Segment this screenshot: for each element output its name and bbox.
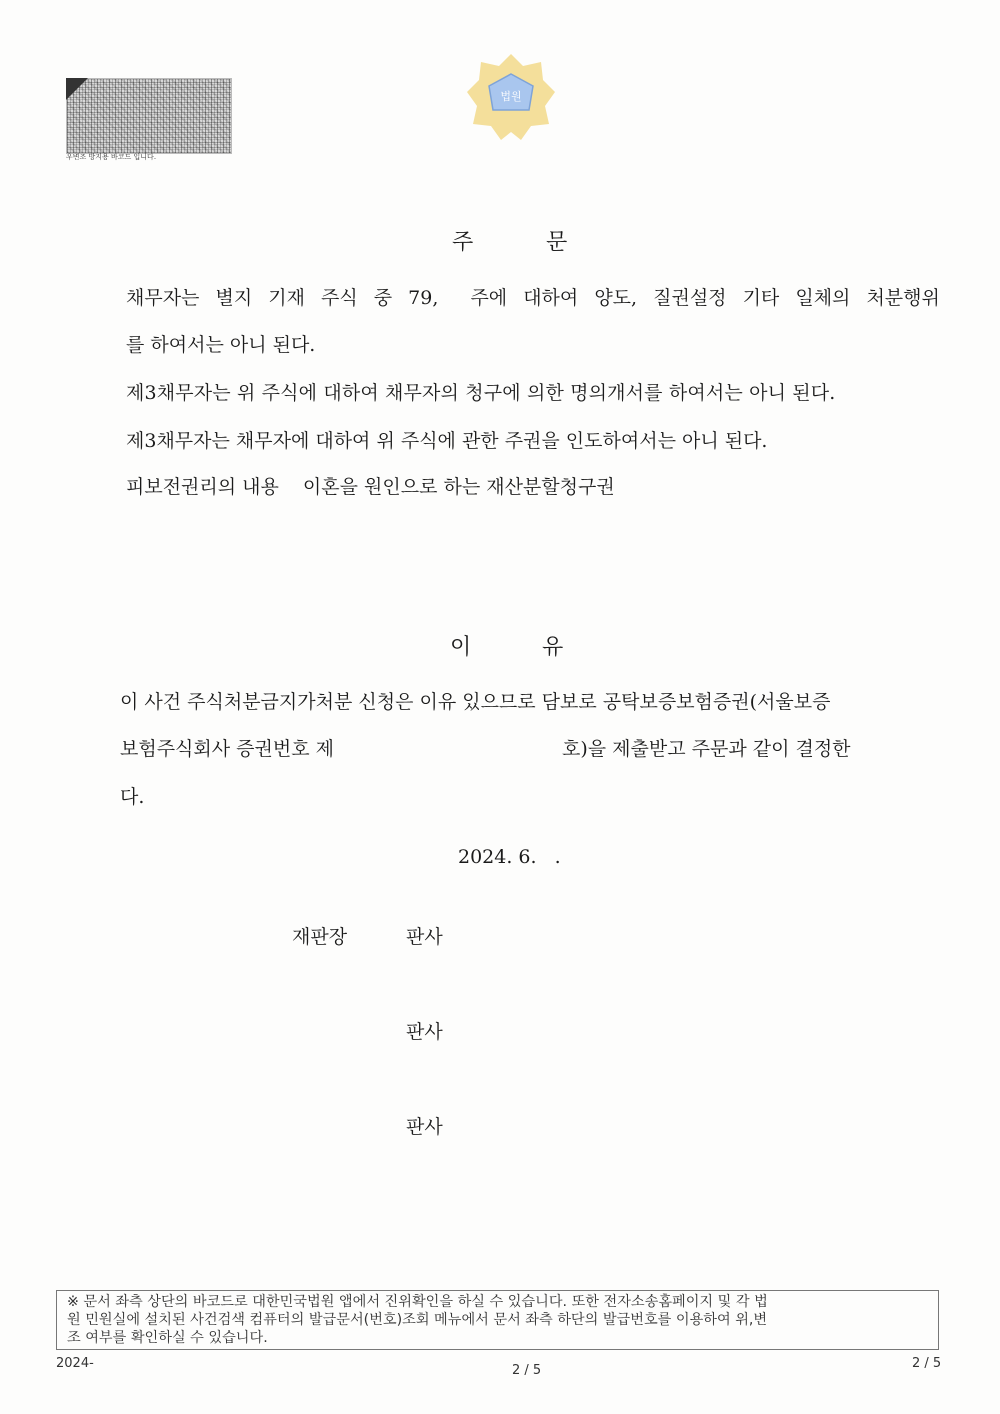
svg-text:법원: 법원 xyxy=(500,90,522,103)
issue-number: 2024- xyxy=(56,1356,94,1371)
order-line-5 xyxy=(126,472,615,499)
reason-heading-char-1: 이 xyxy=(450,635,472,660)
presiding-judge-label: 재판장 xyxy=(292,926,348,948)
reason-line-2a: 보험주식회사 증권번호 제 xyxy=(120,738,334,760)
preserved-right-label: 피보전권리의 내용 xyxy=(126,476,279,498)
page-number-center: 2 / 5 xyxy=(512,1363,542,1378)
reason-line-3: 다. xyxy=(120,786,145,808)
preserved-right-value: 이혼을 원인으로 하는 재산분할청구권 xyxy=(302,476,615,498)
authenticity-notice-box xyxy=(56,1290,939,1350)
reason-heading-char-2: 유 xyxy=(542,635,564,660)
judge-label-3: 판사 xyxy=(406,1116,443,1138)
reason-line-2b: 호)을 제출받고 주문과 같이 결정한 xyxy=(562,738,851,760)
verification-barcode xyxy=(66,78,232,154)
order-heading-char-1: 주 xyxy=(452,230,474,255)
notice-line-2: 원 민원실에 설치된 사건검색 컴퓨터의 발급문서(번호)조회 메뉴에서 문서 좌측 하단의 발급번호를 이용하여 위,변 xyxy=(67,1312,768,1328)
barcode-caption: 우변조 방지용 바코드 입니다. xyxy=(66,153,157,161)
court-emblem-icon xyxy=(465,52,557,144)
order-heading-char-2: 문 xyxy=(546,230,568,255)
barcode-corner-mark xyxy=(66,78,88,100)
order-line-3: 제3채무자는 위 주식에 대하여 채무자의 청구에 의한 명의개서를 하여서는 아니 된다. xyxy=(126,382,836,404)
notice-line-3: 조 여부를 확인하실 수 있습니다. xyxy=(67,1330,268,1346)
notice-line-1: ※ 문서 좌측 상단의 바코드로 대한민국법원 앱에서 진위확인을 하실 수 있습니다. 또한 전자소송홈페이지 및 각 법 xyxy=(67,1294,768,1310)
order-line-1: 채무자는 별지 기재 주식 중 79, 주에 대하여 양도, 질권설정 기타 일체의 처분행위 xyxy=(126,287,940,309)
page-number-right: 2 / 5 xyxy=(912,1356,942,1371)
reason-line-1: 이 사건 주식처분금지가처분 신청은 이유 있으므로 담보로 공탁보증보험증권(서울보증 xyxy=(120,691,831,713)
decision-date: 2024. 6. . xyxy=(458,846,561,868)
judge-label-1: 판사 xyxy=(406,926,443,948)
order-line-4: 제3채무자는 채무자에 대하여 위 주식에 관한 주권을 인도하여서는 아니 된다. xyxy=(126,430,768,452)
judge-label-2: 판사 xyxy=(406,1021,443,1043)
order-line-2: 를 하여서는 아니 된다. xyxy=(126,334,316,356)
